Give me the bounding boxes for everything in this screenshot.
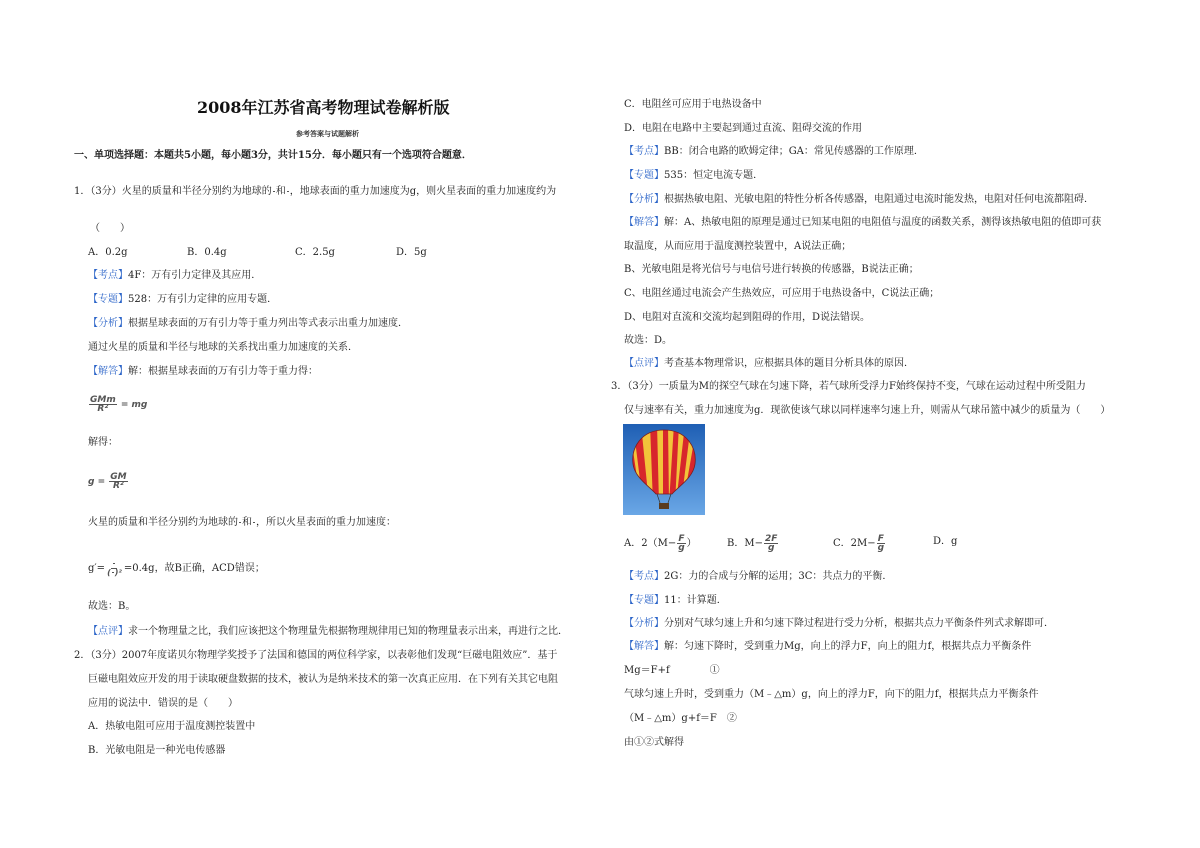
q2-fenxi: 【分析】根据热敏电阻、光敏电阻的特性分析各传感器，电阻通过电流时能发热，电阻对任何电流都阻碍． — [624, 194, 1094, 205]
q3-jieda-2: 气球匀速上升时，受到重力（M﹣△m）g，向上的浮力F，向下的阻力f，根据共点力平衡条件 — [624, 689, 1039, 700]
q2-option-a: A．热敏电阻可应用于温度测控装置中 — [88, 721, 256, 732]
q3-option-c: C．2M− $\frac{F}{g}$ — [833, 534, 885, 553]
hot-air-balloon-image — [623, 424, 705, 515]
q2-jieda-4: C、电阻丝通过电流会产生热效应，可应用于电热设备中，C说法正确； — [624, 288, 940, 299]
frac-1-10 — [273, 191, 275, 192]
q1-stem-b: ，地球表面的重力加速度为g，则火星表面的重力加速度约为 — [289, 186, 557, 197]
q1-option-d: D．5g — [396, 247, 427, 258]
q1-zhuanti: 【专题】528：万有引力定律的应用专题． — [88, 294, 278, 305]
q3-line1: 3．（3分）一质量为M的探空气球在匀速下降，若气球所受浮力F始终保持不变，气球在运动过程中所受阻力 — [611, 381, 1086, 392]
q3-line2: 仅与速率有关，重力加速度为g．现欲使该气球以同样速率匀速上升，则需从气球吊篮中减少的质量为（ ） — [624, 405, 1111, 416]
q1-line2: 火星的质量和半径分别约为地球的 和 ，所以火星表面的重力加速度： — [88, 517, 396, 528]
q1-option-c: C．2.5g — [295, 247, 335, 258]
q3-option-d: D．g — [933, 536, 958, 547]
q1-jieda: 【解答】解：根据星球表面的万有引力等于重力得： — [88, 366, 318, 377]
q3-option-a: A．2（M− $\frac{F}{g}$ ） — [624, 534, 697, 553]
q3-fenxi: 【分析】分别对气球匀速上升和匀速下降过程进行受力分析，根据共点力平衡条件列式求解即可． — [624, 618, 1054, 629]
q3-equation-2: （M﹣△m）g+f＝F ② — [624, 713, 737, 724]
q3-equation-1: Mg＝F+f ① — [624, 665, 720, 676]
q3-zhuanti: 【专题】11：计算题． — [624, 595, 727, 606]
q2-jieda-5: D、电阻对直流和交流均起到阻碍的作用，D说法错误。 — [624, 312, 871, 323]
q3-jieda: 【解答】解：匀速下降时，受到重力Mg，向上的浮力F，向上的阻力f，根据共点力平衡条件 — [624, 641, 1032, 652]
q1-stem — [74, 185, 556, 198]
q1-dianping: 【点评】求一个物理量之比，我们应该把这个物理量先根据物理规律用已知的物理量表示出来，再进行之比． — [88, 626, 568, 637]
q1-guxuan: 故选：B。 — [88, 601, 136, 612]
q2-jieda-3: B、光敏电阻是将光信号与电信号进行转换的传感器，B说法正确； — [624, 264, 919, 275]
section-heading: 一、单项选择题：本题共5小题，每小题3分，共计15分．每小题只有一个选项符合题意． — [74, 150, 472, 161]
q1-result: g′= ( )² =0.4g，故B正确，ACD错误； — [88, 560, 265, 577]
q2-zhuanti: 【专题】535：恒定电流专题． — [624, 170, 764, 181]
q1-stem-a: 1．（3分）火星的质量和半径分别约为地球的 — [74, 186, 272, 197]
q3-jieda-3: 由①②式解得 — [624, 737, 684, 748]
page-title: 2008年江苏省高考物理试卷解析版 — [197, 98, 450, 117]
q2-guxuan: 故选：D。 — [624, 335, 673, 346]
q3-option-b: B．M− $\frac{2F}{g}$ — [727, 534, 778, 553]
q2-option-d: D．电阻在电路中主要起到通过直流、阻碍交流的作用 — [624, 123, 863, 134]
q1-option-b: B．0.4g — [187, 247, 227, 258]
q2-line1: 2．（3分）2007年度诺贝尔物理学奖授予了法国和德国的两位科学家，以表彰他们发现“巨磁电阻效应”．基于 — [74, 650, 558, 661]
q2-line3: 应用的说法中．错误的是（ ） — [88, 698, 238, 709]
q2-jieda-2: 取温度，从而应用于温度测控装置中，A说法正确； — [624, 241, 852, 252]
q1-kaodian: 【考点】4F：万有引力定律及其应用． — [88, 270, 262, 281]
page-subtitle: 参考答案与试题解析 — [296, 129, 359, 138]
q1-equation-2: g = $\frac{GM}{\text{R²}}$ — [88, 472, 127, 491]
q2-line2: 巨磁电阻效应开发的用于读取硬盘数据的技术，被认为是纳米技术的第一次真正应用．在下列有关其它电阻 — [88, 674, 558, 685]
q2-dianping: 【点评】考查基本物理常识，应根据具体的题目分析具体的原因． — [624, 358, 914, 369]
q1-stem-and: 和 — [275, 186, 286, 197]
q1-fenxi: 【分析】根据星球表面的万有引力等于重力列出等式表示出重力加速度． — [88, 318, 408, 329]
q1-paren: （ ） — [90, 223, 130, 234]
q1-jiede: 解得： — [88, 437, 118, 448]
q3-kaodian: 【考点】2G：力的合成与分解的运用；3C：共点力的平衡． — [624, 571, 893, 582]
q2-kaodian: 【考点】BB：闭合电路的欧姆定律；GA：常见传感器的工作原理． — [624, 146, 924, 157]
q2-jieda: 【解答】解：A、热敏电阻的原理是通过已知某电阻的电阻值与温度的函数关系，测得该热敏电阻的值即可获 — [624, 217, 1102, 228]
q1-fenxi-2: 通过火星的质量和半径与地球的关系找出重力加速度的关系． — [88, 342, 358, 353]
q1-option-a: A．0.2g — [88, 247, 128, 258]
q2-option-b: B．光敏电阻是一种光电传感器 — [88, 745, 226, 756]
q1-equation-1: $\frac{\text{GMm}}{\text{R²}}$ = mg — [90, 395, 148, 414]
q2-option-c: C．电阻丝可应用于电热设备中 — [624, 99, 762, 110]
frac-1-2 — [287, 191, 289, 192]
